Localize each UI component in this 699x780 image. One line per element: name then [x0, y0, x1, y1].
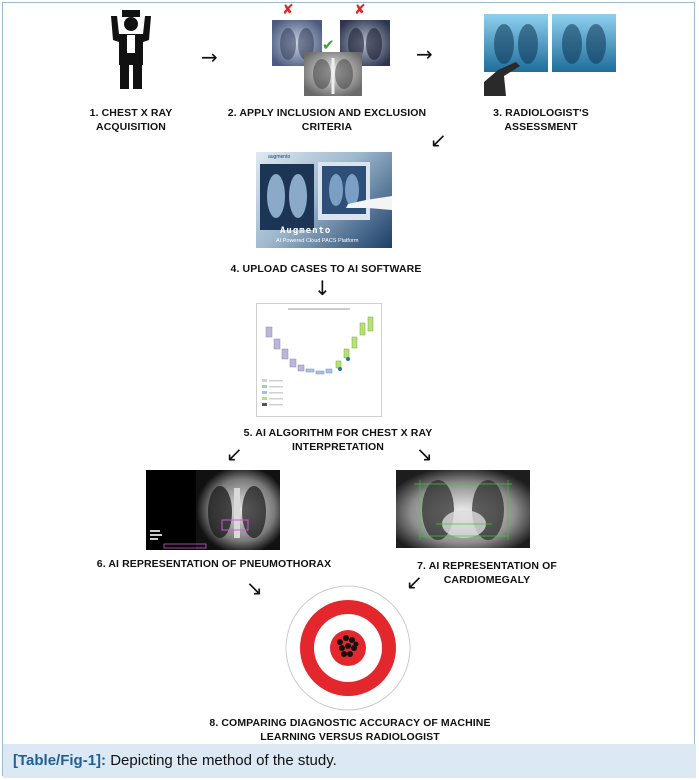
augmento-software-screen — [256, 152, 392, 248]
exclude-cross-icon: ✘ — [354, 2, 366, 18]
arrow-right-1: → — [201, 45, 218, 69]
augmento-tagline: AI Powered Cloud PACS Platform — [276, 238, 359, 244]
step-8-label: 8. COMPARING DIAGNOSTIC ACCURACY OF MACHINE LEARNING VERSUS RADIOLOGIST — [209, 717, 491, 743]
arrow-down-right-1: ↘ — [416, 442, 433, 466]
step-7-label: 7. AI REPRESENTATION OF CARDIOMEGALY — [417, 560, 557, 586]
arrow-right-2: → — [416, 42, 433, 66]
step-3-label: 3. RADIOLOGIST'S ASSESSMENT — [493, 107, 589, 133]
arrow-down-left-3: ↙ — [406, 570, 423, 594]
augmento-brand-small: augmento — [268, 154, 291, 160]
radiologist-xray-viewer — [484, 14, 618, 96]
ai-algorithm-diagram — [256, 303, 382, 417]
arrow-down-left-2: ↙ — [226, 442, 243, 466]
step-6-label: 6. AI REPRESENTATION OF PNEUMOTHORAX — [96, 558, 332, 570]
arrow-down-left-1: ↙ — [430, 128, 447, 152]
include-check-icon: ✔ — [322, 36, 335, 54]
step-2-label: 2. APPLY INCLUSION AND EXCLUSION CRITERIA — [227, 107, 427, 133]
step-1-label: 1. CHEST X RAY ACQUISITION — [89, 107, 173, 133]
pneumothorax-xray — [146, 470, 280, 550]
caption-text: Depicting the method of the study. — [110, 752, 337, 769]
person-icon — [108, 10, 154, 90]
cardiomegaly-xray — [396, 470, 530, 548]
step-4-label: 4. UPLOAD CASES TO AI SOFTWARE — [230, 263, 422, 275]
arrow-down-right-2: ↘ — [246, 576, 263, 600]
figure-caption — [3, 744, 696, 778]
step-5-label: 5. AI ALGORITHM FOR CHEST X RAY INTERPRETATION — [243, 427, 433, 453]
augmento-brand: Augmento — [280, 226, 332, 236]
target-icon — [284, 584, 412, 712]
arrow-down-1: ↓ — [314, 276, 331, 300]
exclude-cross-icon: ✘ — [282, 2, 294, 18]
caption-ref: [Table/Fig-1]: — [13, 752, 107, 769]
